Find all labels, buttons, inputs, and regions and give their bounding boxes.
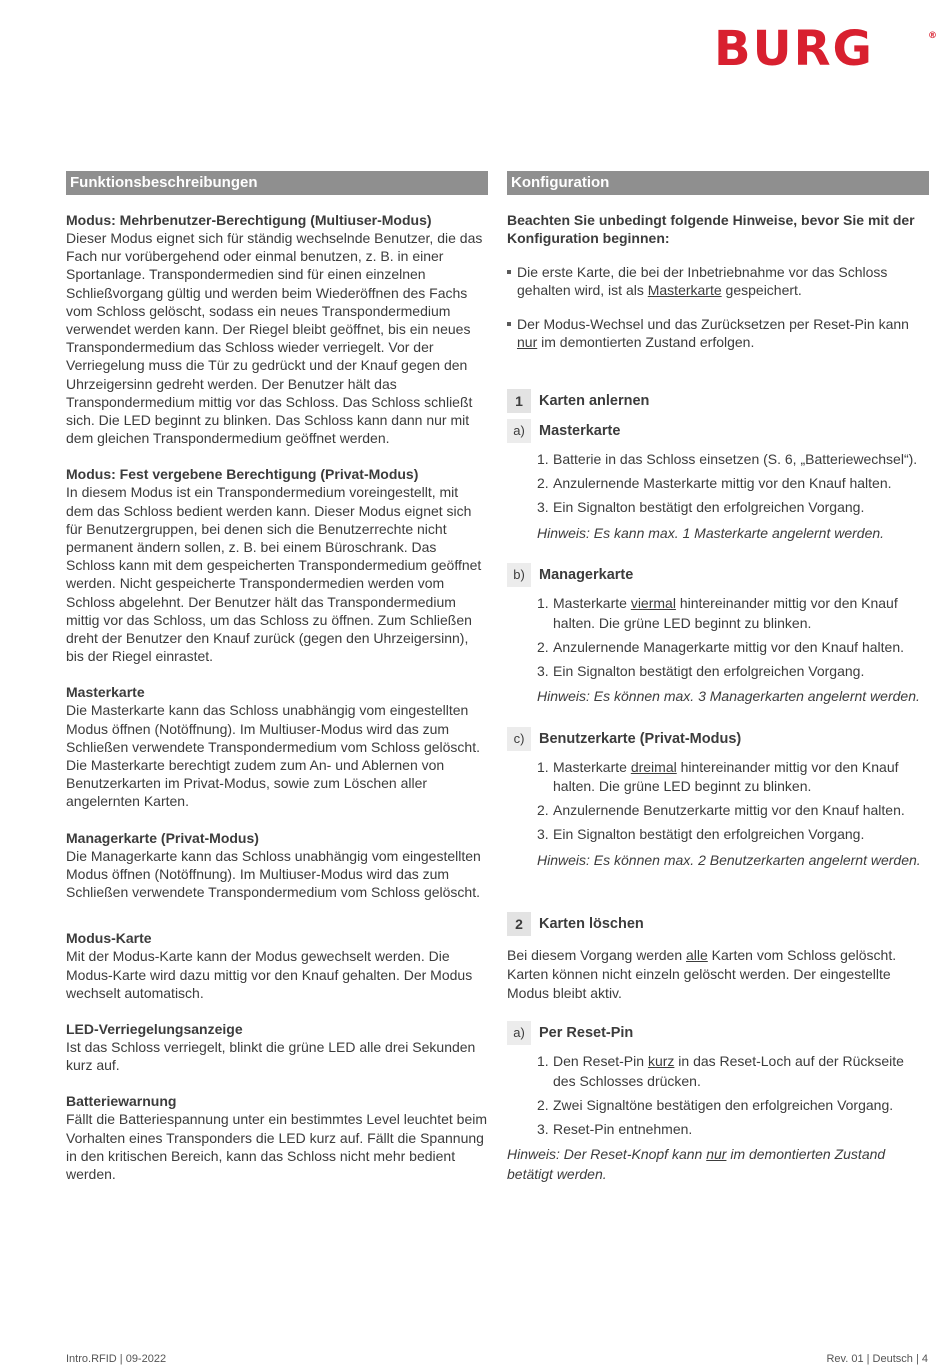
config-intro: Beachten Sie unbedingt folgende Hinweise, bevor Sie mit der Konfiguration beginnen: (507, 212, 915, 246)
block-title: Modus: Fest vergebene Berechtigung (Privat-Modus) (66, 466, 419, 483)
sub-reset-pin (507, 1021, 929, 1184)
block-text: Mit der Modus-Karte kann der Modus gewechselt werden. Die Modus-Karte wird dazu mittig vor den Knauf gehalten. Der Modus wechselt automatisch. (66, 948, 473, 1001)
step-title: Karten anlernen (539, 393, 650, 409)
sub-title: Masterkarte (539, 423, 621, 439)
left-column (66, 171, 488, 1201)
block-mode-card (66, 929, 488, 1002)
burg-logo (714, 21, 937, 77)
step-item: 3. Ein Signalton bestätigt den erfolgreichen Vorgang. (537, 662, 865, 679)
block-text: Ist das Schloss verriegelt, blinkt die grüne LED alle drei Sekunden kurz auf. (66, 1038, 476, 1074)
block-title: LED-Verriegelungsanzeige (66, 1020, 243, 1037)
step-item: 3. Ein Signalton bestätigt den erfolgreichen Vorgang. (537, 826, 865, 842)
step-item: 1. Masterkarte viermal hintereinander mittig vor den Knauf halten. Die grüne LED beginnt zu blinken. (537, 595, 898, 631)
block-manager-card (66, 829, 488, 902)
block-title: Modus: Mehrbenutzer-Berechtigung (Multiuser-Modus) (66, 212, 432, 228)
step-heading-learn-cards (507, 389, 929, 413)
block-master-card (66, 683, 488, 810)
note-item: Der Modus-Wechsel und das Zurücksetzen per Reset-Pin kann nur im demontierten Zustand erfolgen. (507, 315, 929, 351)
block-text: Dieser Modus eignet sich für ständig wechselnde Benutzer, die das Fach nur vorübergehend oder einmal benutzen, z. B. in einer Sportanlage. Transpondermedien sind für einen einzelnen Schließvorgang gültig und werden beim Wiederöffnen des Fachs vom Schloss gelöscht, sodass ein neues Transpondermedium verwendet werden kann. Der Riegel bleibt geöffnet, bis ein neues Transpondermedium das Schloss wieder verriegelt. Vor der Verriegelung muss die Tür zu gedrückt und der Knauf gegen den Uhrzeigersinn gedreht werden. Der Benutzer hält das Transpondermedium mittig vor das Schloss. Das Schloss schließt sich. Die LED beginnt zu blinken. Das Schloss kann dann nur mit dem gleichen Transpondermedium geöffnet werden. (66, 230, 483, 447)
logo-text: BURG (714, 21, 874, 77)
hint-text: Hinweis: Es können max. 2 Benutzerkarten angelernt werden. (537, 851, 921, 868)
block-text: Fällt die Batteriespannung unter ein bestimmtes Level leuchtet beim Vorhalten eines Transponders die LED kurz auf. Fällt die Spannung in den kritischen Bereich, kann das Schloss nicht mehr bedient werden. (66, 1111, 488, 1182)
block-battery-warning (66, 1092, 488, 1183)
step-item: 2. Zwei Signaltöne bestätigen den erfolgreichen Vorgang. (537, 1096, 894, 1113)
block-title: Managerkarte (Privat-Modus) (66, 829, 259, 846)
step-heading-delete-cards (507, 912, 929, 936)
step-title: Karten löschen (539, 916, 644, 932)
step-number: 2 (507, 912, 531, 936)
block-title: Batteriewarnung (66, 1093, 177, 1110)
block-multiuser-mode (66, 211, 488, 447)
step-number: 1 (507, 389, 531, 413)
block-private-mode (66, 465, 488, 665)
block-text: In diesem Modus ist ein Transpondermedium voreingestellt, mit dem das Schloss bedient werden kann. Dieser Modus eignet sich für Benutzergruppen, bei denen sich die Benutzerrechte nicht permanent ändern sollen, z. B. bei einem Büroschrank. Das Schloss kann mit dem gespeicherten Transpondermedium geöffnet werden. Nicht gespeicherte Transpondermedien werden vom Schloss abgelehnt. Der Benutzer hält das Transpondermedium mittig vor das Schloss, um das Schloss zu öffnen. Zum Schließen dreht der Benutzer den Knauf zurück (gegen den Uhrzeigersinn), bis der Riegel einrastet. (66, 484, 482, 665)
step-item: 1. Masterkarte dreimal hintereinander mittig vor den Knauf halten. Die grüne LED beginnt zu blinken. (537, 758, 899, 794)
hint-text: Hinweis: Der Reset-Knopf kann nur im demontierten Zustand betätigt werden. (507, 1146, 886, 1182)
block-led-indicator (66, 1020, 488, 1074)
sub-master-card (507, 419, 929, 543)
step-item: 2. Anzulernende Managerkarte mittig vor den Knauf halten. (537, 638, 904, 655)
sub-letter: c) (507, 727, 531, 751)
step-item: 3. Reset-Pin entnehmen. (537, 1120, 693, 1137)
sub-title: Per Reset-Pin (539, 1025, 634, 1041)
step-item: 1. Batterie in das Schloss einsetzen (S. 6, „Batteriewechsel“). (537, 451, 918, 467)
section-title-configuration: Konfiguration (507, 171, 929, 195)
block-title: Masterkarte (66, 684, 145, 701)
hint-text: Hinweis: Es können max. 3 Managerkarten angelernt werden. (537, 688, 920, 704)
sub-letter: b) (507, 563, 531, 587)
step-item: 1. Den Reset-Pin kurz in das Reset-Loch auf der Rückseite des Schlosses drücken. (537, 1053, 904, 1089)
step-item: 2. Anzulernende Masterkarte mittig vor den Knauf halten. (537, 475, 892, 491)
note-item: Die erste Karte, die bei der Inbetriebnahme vor das Schloss gehalten wird, ist als Masterkarte gespeichert. (507, 263, 929, 299)
block-text: Die Masterkarte kann das Schloss unabhängig vom eingestellten Modus öffnen (Notöffnung). Im Multiuser-Modus wird das zum Schließen verwendete Transpondermedium vom Schloss gelöscht. Die Masterkarte berechtigt zudem zum An- und Ablernen von Benutzerkarten im Privat-Modus, sowie zum Löschen aller angelernten Karten. (66, 702, 480, 810)
block-text: Die Managerkarte kann das Schloss unabhängig vom eingestellten Modus öffnen (Notöffnung). Im Multiuser-Modus wird das zum Schließen verwendete Transpondermedium vom Schloss gelöscht. (66, 847, 481, 901)
section-title-functions: Funktionsbeschreibungen (66, 171, 488, 195)
sub-letter: a) (507, 1021, 531, 1045)
sub-title: Managerkarte (539, 567, 634, 583)
footer-document-id: Intro.RFID | 09-2022 (66, 1353, 167, 1365)
config-notes (507, 263, 929, 351)
delete-description: Bei diesem Vorgang werden alle Karten vom Schloss gelöscht. Karten können nicht einzeln gelöscht werden. Der eingestellte Modus bleibt aktiv. (507, 947, 897, 1001)
hint-text: Hinweis: Es kann max. 1 Masterkarte angelernt werden. (537, 524, 885, 541)
sub-user-card (507, 727, 929, 871)
sub-manager-card (507, 563, 929, 707)
registered-mark: ® (928, 31, 937, 41)
block-title: Modus-Karte (66, 930, 152, 947)
step-item: 3. Ein Signalton bestätigt den erfolgreichen Vorgang. (537, 499, 865, 515)
sub-letter: a) (507, 419, 531, 443)
footer-page-info: Rev. 01 | Deutsch | 4 (826, 1353, 928, 1365)
sub-title: Benutzerkarte (Privat-Modus) (539, 730, 742, 747)
step-item: 2. Anzulernende Benutzerkarte mittig vor den Knauf halten. (537, 802, 905, 818)
right-column (507, 171, 929, 1204)
